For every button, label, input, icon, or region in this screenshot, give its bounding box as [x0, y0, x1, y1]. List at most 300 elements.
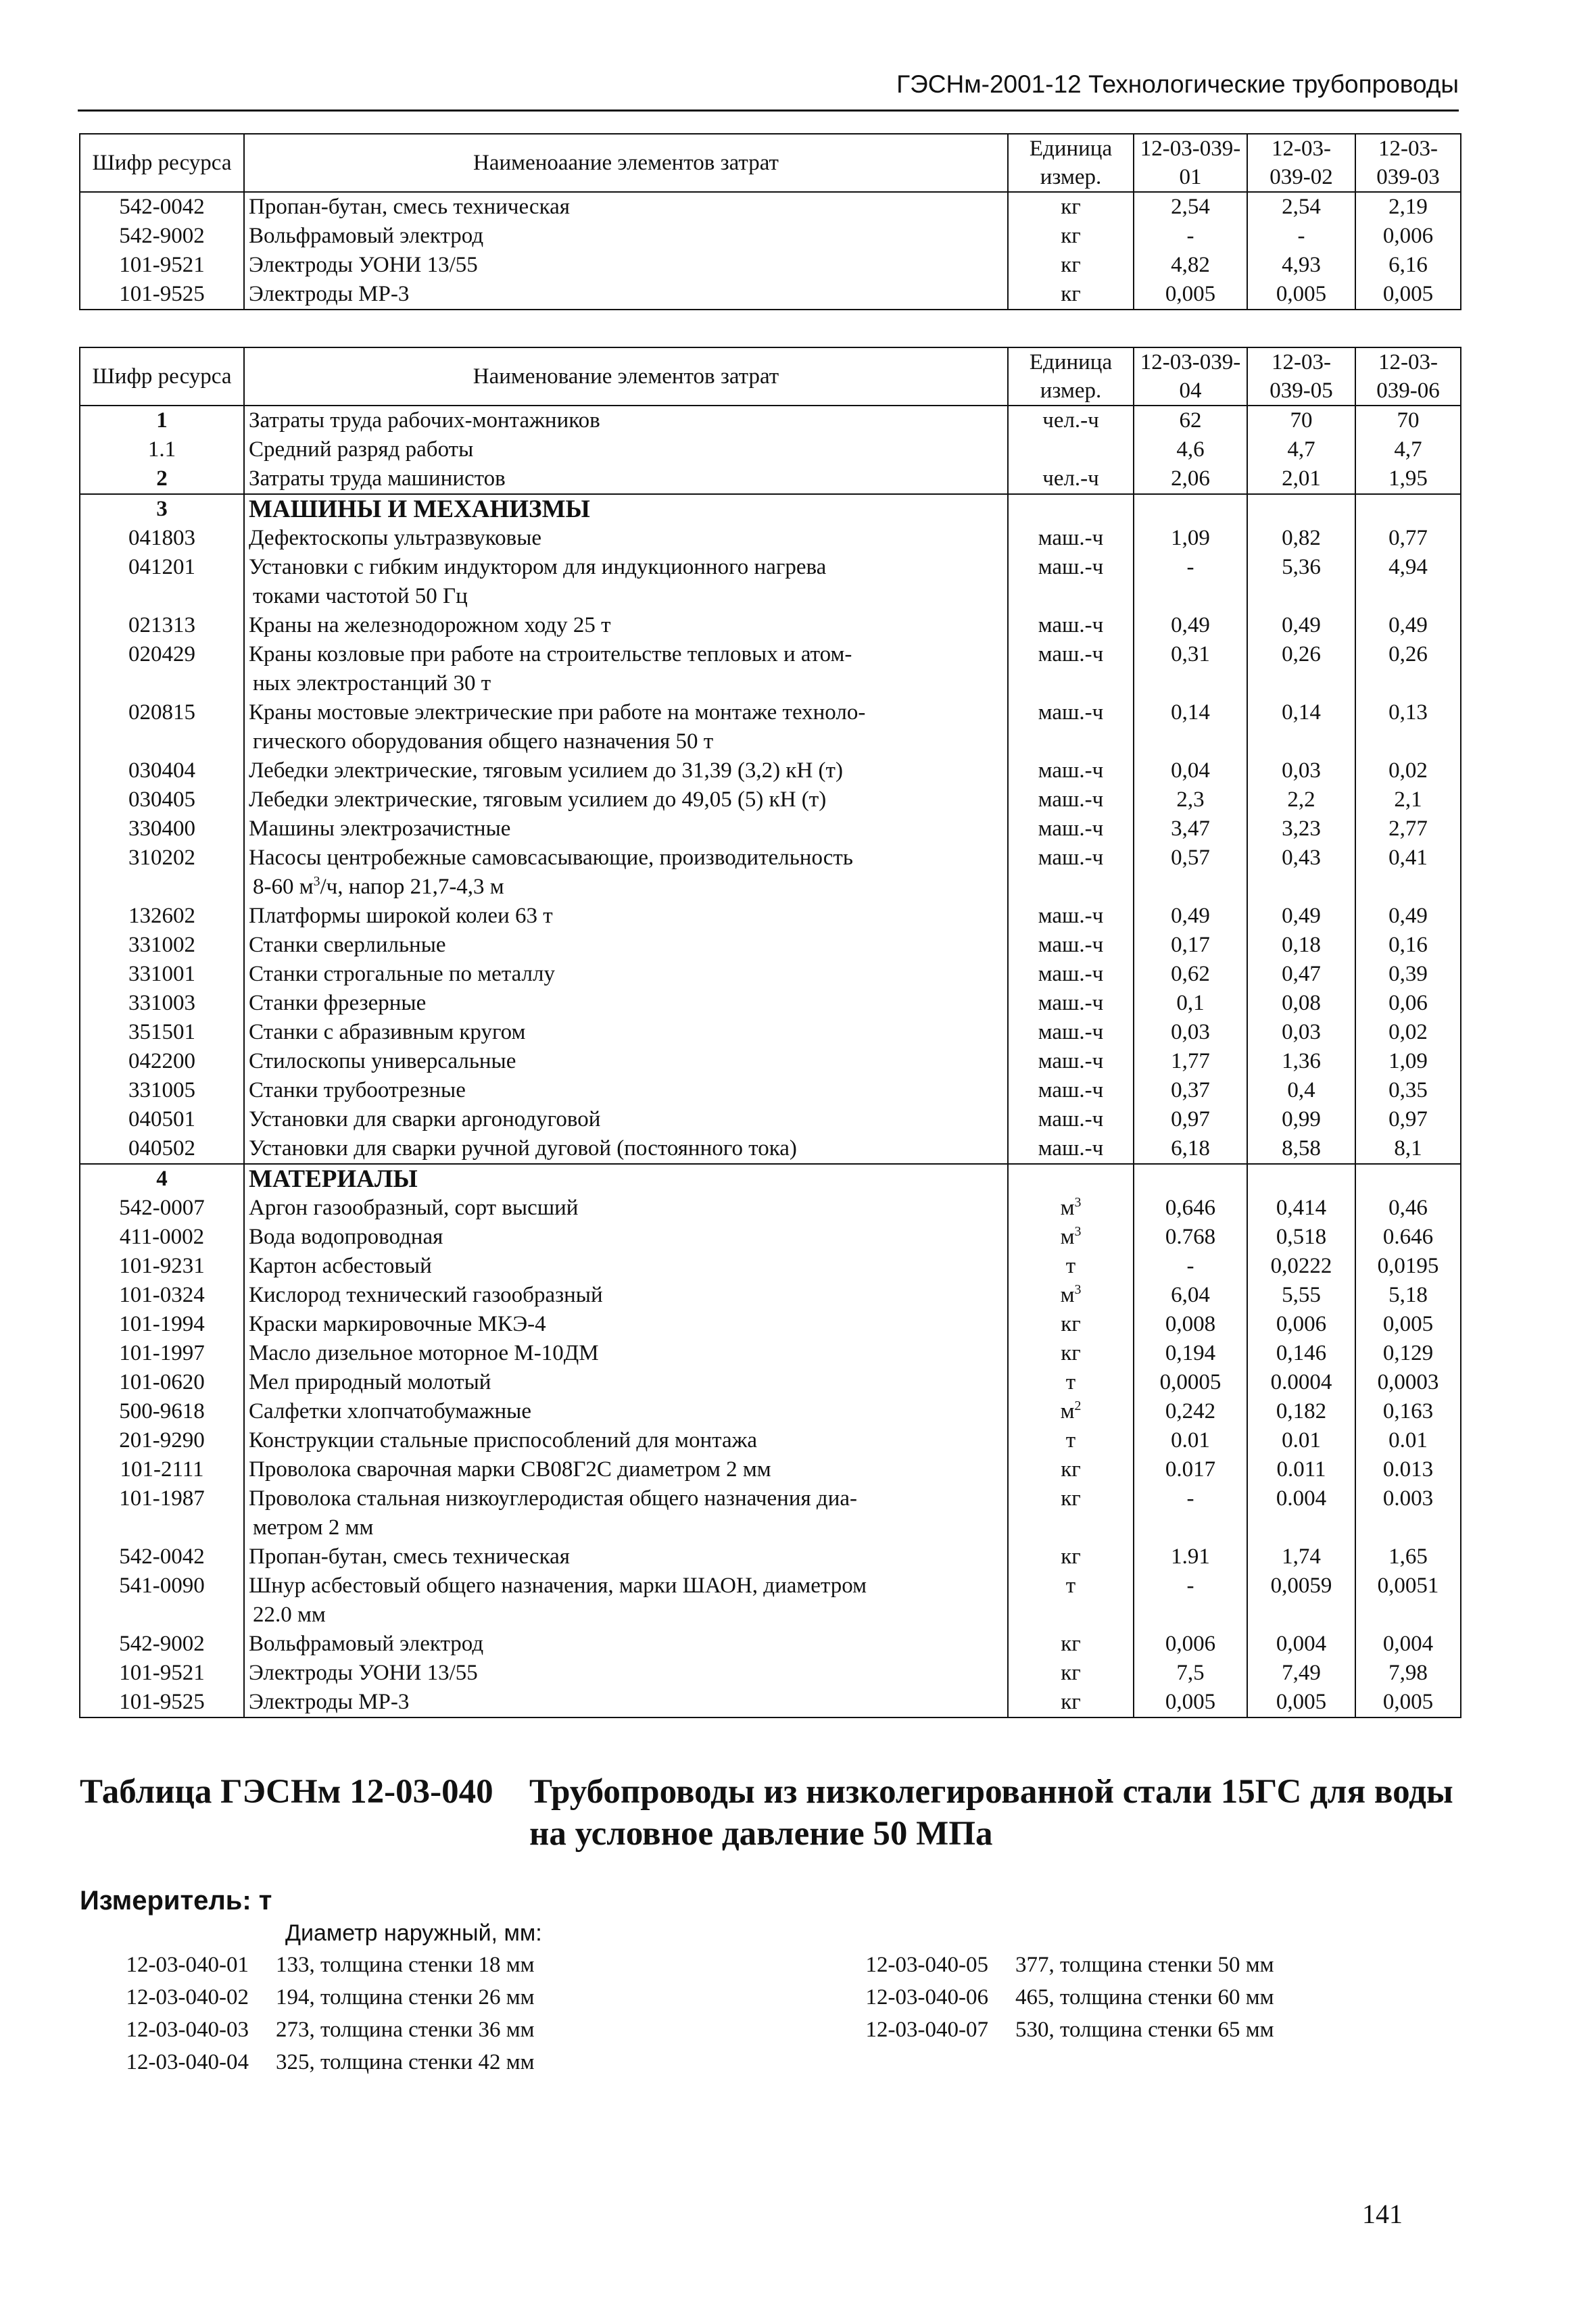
resource-code: 101-0620: [80, 1368, 244, 1397]
table-row: [80, 1076, 1461, 1105]
value-cell: 0,49: [1247, 611, 1355, 640]
variant-desc: 194, толщина стенки 26 мм: [276, 1985, 535, 2009]
empty-cell: [1247, 1164, 1355, 1194]
value-cell: 4,6: [1134, 435, 1247, 464]
value-cell: 0,39: [1355, 960, 1461, 989]
unit-cell: [1008, 553, 1134, 611]
value-cell: 0,77: [1355, 524, 1461, 553]
resource-name-line: Машины электрозачистные: [249, 817, 511, 841]
table-heading: Трубопроводы из низколегированной стали 15ГС для воды на условное давление 50 МПа: [529, 1773, 1453, 1853]
resource-code: 542-0042: [80, 1542, 244, 1571]
table-row: [80, 1426, 1461, 1455]
unit-cell: [1008, 1105, 1134, 1134]
resource-name-line: Установки для сварки ручной дуговой (постоянного тока): [249, 1136, 797, 1161]
unit-text: маш.-ч: [1038, 1078, 1104, 1102]
resource-name: [244, 553, 1008, 611]
value-cell: 1,65: [1355, 1542, 1461, 1571]
section-number: 4: [80, 1164, 244, 1194]
value-cell: 0,03: [1247, 1018, 1355, 1047]
unit-text: маш.-ч: [1038, 817, 1104, 841]
value-cell: 0,26: [1355, 640, 1461, 698]
resource-name: [244, 1223, 1008, 1252]
resource-name-line: Лебедки электрические, тяговым усилием до 49,05 (5) кН (т): [249, 787, 827, 812]
unit-cell: [1008, 1194, 1134, 1223]
page-number: 141: [1362, 2199, 1403, 2229]
col-header-variant: 12-03-039-03: [1355, 134, 1461, 192]
unit-text: т: [1065, 1254, 1076, 1278]
value-cell: 6,04: [1134, 1281, 1247, 1310]
value-cell: 0.01: [1355, 1426, 1461, 1455]
resource-code: 040502: [80, 1134, 244, 1164]
table-row: [80, 1018, 1461, 1047]
resource-code: 040501: [80, 1105, 244, 1134]
unit-text: кг: [1061, 1486, 1081, 1511]
value-cell: 2,54: [1134, 192, 1247, 222]
unit-text: маш.-ч: [1038, 933, 1104, 957]
unit-text: маш.-ч: [1038, 1136, 1104, 1161]
value-cell: 0,0059: [1247, 1571, 1355, 1630]
unit-cell: [1008, 1047, 1134, 1076]
value-cell: 0,006: [1134, 1630, 1247, 1659]
resource-code: 542-0007: [80, 1194, 244, 1223]
resource-name: [244, 960, 1008, 989]
value-cell: 0,414: [1247, 1194, 1355, 1223]
resource-name-continuation: [249, 873, 1003, 902]
resource-name-line: Установки для сварки аргонодуговой: [249, 1107, 601, 1131]
unit-cell: [1008, 960, 1134, 989]
unit-cell: [1008, 611, 1134, 640]
section-row: [80, 494, 1461, 524]
variant-item: [785, 2018, 1274, 2043]
resource-code: 331005: [80, 1076, 244, 1105]
col-header-code: Шифр ресурса: [80, 347, 244, 406]
value-cell: 0,0005: [1134, 1368, 1247, 1397]
table-row: [80, 611, 1461, 640]
resource-code: 542-9002: [80, 1630, 244, 1659]
value-cell: 0,4: [1247, 1076, 1355, 1105]
value-cell: 2,01: [1247, 464, 1355, 494]
resource-name-line: Салфетки хлопчатобумажные: [249, 1399, 531, 1423]
resource-name: [244, 1018, 1008, 1047]
unit-cell: [1008, 1397, 1134, 1426]
resource-code: 542-9002: [80, 222, 244, 251]
value-cell: 70: [1247, 406, 1355, 435]
value-cell: 62: [1134, 406, 1247, 435]
resource-name: [244, 640, 1008, 698]
resource-name: [244, 1134, 1008, 1164]
resource-code: 132602: [80, 902, 244, 931]
unit-text: маш.-ч: [1038, 962, 1104, 986]
value-cell: 2,19: [1355, 192, 1461, 222]
resource-name: [244, 785, 1008, 814]
value-cell: 0,02: [1355, 1018, 1461, 1047]
resource-name: [244, 1630, 1008, 1659]
resource-name-continuation: [249, 727, 1003, 756]
resource-code: 101-9231: [80, 1252, 244, 1281]
table-row: [80, 1397, 1461, 1426]
table-row: [80, 1688, 1461, 1717]
value-cell: 6,18: [1134, 1134, 1247, 1164]
value-cell: 5,55: [1247, 1281, 1355, 1310]
resource-code: 101-9521: [80, 1659, 244, 1688]
unit-text: кг: [1061, 282, 1081, 306]
unit-cell: [1008, 280, 1134, 310]
variant-code: 12-03-040-05: [865, 1953, 988, 1977]
variant-code: 12-03-040-06: [865, 1985, 988, 2009]
value-cell: 0,008: [1134, 1310, 1247, 1339]
continuation-text: гического оборудования общего назначения 50 т: [253, 729, 714, 754]
value-cell: 0,146: [1247, 1339, 1355, 1368]
resource-name-line: Платформы широкой колеи 63 т: [249, 904, 553, 928]
variant-desc: 273, толщина стенки 36 мм: [276, 2018, 535, 2042]
unit-text: маш.-ч: [1038, 700, 1104, 725]
resource-name-line: Проволока сварочная марки СВ08Г2С диаметром 2 мм: [249, 1457, 771, 1482]
value-cell: 0,1: [1134, 989, 1247, 1018]
resource-code: 411-0002: [80, 1223, 244, 1252]
resource-name-line: Установки с гибким индуктором для индукционного нагрева: [249, 555, 827, 579]
value-cell: 3,23: [1247, 814, 1355, 844]
value-cell: 0.011: [1247, 1455, 1355, 1484]
value-cell: 1,36: [1247, 1047, 1355, 1076]
table-row: [80, 1310, 1461, 1339]
unit-superscript: 2: [1074, 1398, 1082, 1413]
col-header-variant: 12-03-039-06: [1355, 347, 1461, 406]
table-row: [80, 192, 1461, 222]
col-header-name: Наименоаание элементов затрат: [244, 134, 1008, 192]
empty-cell: [1134, 1164, 1247, 1194]
resource-name: [244, 1339, 1008, 1368]
value-cell: 0,31: [1134, 640, 1247, 698]
resource-name: [244, 989, 1008, 1018]
variant-item: [46, 1985, 534, 2010]
value-cell: 0,97: [1355, 1105, 1461, 1134]
value-cell: 0.017: [1134, 1455, 1247, 1484]
table-row: [80, 1455, 1461, 1484]
section-title: МАШИНЫ И МЕХАНИЗМЫ: [244, 494, 1008, 524]
variant-desc: 465, толщина стенки 60 мм: [1015, 1985, 1274, 2009]
unit-text: кг: [1061, 1341, 1081, 1365]
variant-code: 12-03-040-01: [126, 1953, 249, 1977]
unit-superscript: 3: [1074, 1282, 1082, 1297]
empty-cell: [1355, 494, 1461, 524]
resource-name: [244, 1252, 1008, 1281]
value-cell: 0,129: [1355, 1339, 1461, 1368]
unit-text: маш.-ч: [1038, 526, 1104, 550]
unit-text: маш.-ч: [1038, 613, 1104, 637]
value-cell: 0,41: [1355, 844, 1461, 902]
value-cell: 1,74: [1247, 1542, 1355, 1571]
unit-text: кг: [1061, 1690, 1081, 1714]
table-row: [80, 1252, 1461, 1281]
continuation-text: токами частотой 50 Гц: [253, 584, 468, 608]
unit-cell: [1008, 1455, 1134, 1484]
value-cell: 0,006: [1247, 1310, 1355, 1339]
resource-code: 310202: [80, 844, 244, 902]
variant-desc: 530, толщина стенки 65 мм: [1015, 2018, 1274, 2042]
value-cell: 0,004: [1247, 1630, 1355, 1659]
resource-code: 101-1997: [80, 1339, 244, 1368]
unit-cell: [1008, 931, 1134, 960]
unit-text: маш.-ч: [1038, 991, 1104, 1015]
variant-item: [785, 1953, 1274, 1978]
continuation-text: метром 2 мм: [253, 1515, 374, 1540]
resource-name-line: Дефектоскопы ультразвуковые: [249, 526, 542, 550]
unit-text: кг: [1061, 1544, 1081, 1569]
value-cell: 0,43: [1247, 844, 1355, 902]
table-row: [80, 280, 1461, 310]
value-cell: 2,77: [1355, 814, 1461, 844]
resource-name: [244, 251, 1008, 280]
value-cell: 0,005: [1355, 1310, 1461, 1339]
value-cell: 0,57: [1134, 844, 1247, 902]
resource-name: [244, 1105, 1008, 1134]
resource-name: [244, 464, 1008, 494]
resource-code: 101-2111: [80, 1455, 244, 1484]
variant-desc: 325, толщина стенки 42 мм: [276, 2050, 535, 2074]
value-cell: 4,93: [1247, 251, 1355, 280]
unit-text: м: [1060, 1283, 1075, 1307]
resource-code: 541-0090: [80, 1571, 244, 1630]
table-row: [80, 553, 1461, 611]
table-row: [80, 1630, 1461, 1659]
table-row: [80, 1281, 1461, 1310]
table-row: [80, 814, 1461, 844]
resource-name: [244, 844, 1008, 902]
resource-name: [244, 1571, 1008, 1630]
value-cell: 0.003: [1355, 1484, 1461, 1542]
resource-name-line: Картон асбестовый: [249, 1254, 432, 1278]
value-cell: 8,1: [1355, 1134, 1461, 1164]
continuation-text: ных электростанций 30 т: [253, 671, 491, 696]
value-cell: -: [1134, 1252, 1247, 1281]
value-cell: 0,35: [1355, 1076, 1461, 1105]
resource-name: [244, 814, 1008, 844]
resource-name-line: Краны козловые при работе на строительстве тепловых и атом-: [249, 642, 852, 666]
resource-code: 542-0042: [80, 192, 244, 222]
value-cell: -: [1134, 222, 1247, 251]
value-cell: 0,005: [1247, 280, 1355, 310]
resource-code: 020815: [80, 698, 244, 756]
resource-name: [244, 1426, 1008, 1455]
value-cell: 0,46: [1355, 1194, 1461, 1223]
unit-cell: [1008, 1018, 1134, 1047]
resource-name-line: Электроды УОНИ 13/55: [249, 253, 478, 277]
variant-code: 12-03-040-02: [126, 1985, 249, 2009]
resource-name-line: Вода водопроводная: [249, 1225, 443, 1249]
variant-code: 12-03-040-04: [126, 2050, 249, 2074]
resource-code: 020429: [80, 640, 244, 698]
resource-name-line: Масло дизельное моторное М-10ДМ: [249, 1341, 599, 1365]
table-row: [80, 435, 1461, 464]
value-cell: 0,97: [1134, 1105, 1247, 1134]
resource-name-line: Краски маркировочные МКЭ-4: [249, 1312, 546, 1336]
value-cell: 0,49: [1134, 902, 1247, 931]
resource-name-continuation: [249, 582, 1003, 611]
resource-name-line: Вольфрамовый электрод: [249, 224, 484, 248]
table-row: [80, 1194, 1461, 1223]
resource-name-line: Пропан-бутан, смесь техническая: [249, 195, 570, 219]
resource-name: [244, 435, 1008, 464]
resource-name-line: Вольфрамовый электрод: [249, 1632, 484, 1656]
unit-superscript: 3: [1074, 1195, 1082, 1210]
unit-text: т: [1065, 1574, 1076, 1598]
resource-name-line: Мел природный молотый: [249, 1370, 491, 1394]
value-cell: 1.91: [1134, 1542, 1247, 1571]
value-cell: 0,194: [1134, 1339, 1247, 1368]
value-cell: 0,006: [1355, 222, 1461, 251]
resource-name-line: Электроды МР-3: [249, 282, 410, 306]
unit-cell: [1008, 1630, 1134, 1659]
resource-name: [244, 1397, 1008, 1426]
resource-name-line: Затраты труда машинистов: [249, 466, 506, 491]
resource-name-line: Пропан-бутан, смесь техническая: [249, 1544, 570, 1569]
unit-cell: [1008, 989, 1134, 1018]
value-cell: 0,0051: [1355, 1571, 1461, 1630]
unit-cell: [1008, 1426, 1134, 1455]
col-header-name: Наименование элементов затрат: [244, 347, 1008, 406]
table-row: [80, 222, 1461, 251]
empty-cell: [1134, 494, 1247, 524]
variant-code: 12-03-040-07: [865, 2018, 988, 2042]
value-cell: 0.004: [1247, 1484, 1355, 1542]
resource-name: [244, 611, 1008, 640]
table-row: [80, 785, 1461, 814]
unit-cell: [1008, 814, 1134, 844]
value-cell: 0,005: [1134, 280, 1247, 310]
value-cell: 0,02: [1355, 756, 1461, 785]
value-cell: 0,49: [1355, 902, 1461, 931]
table-row: [80, 1223, 1461, 1252]
value-cell: 7,98: [1355, 1659, 1461, 1688]
resource-code: 030404: [80, 756, 244, 785]
table-row: [80, 1134, 1461, 1164]
unit-cell: [1008, 406, 1134, 435]
value-cell: 0,49: [1355, 611, 1461, 640]
value-cell: 7,5: [1134, 1659, 1247, 1688]
unit-text: маш.-ч: [1038, 1049, 1104, 1073]
resource-name-line: Станки с абразивным кругом: [249, 1020, 526, 1044]
unit-cell: [1008, 1542, 1134, 1571]
unit-text: чел.-ч: [1042, 408, 1099, 433]
resource-name-continuation: [249, 1601, 1003, 1630]
resource-code: 331002: [80, 931, 244, 960]
resource-name: [244, 524, 1008, 553]
value-cell: 70: [1355, 406, 1461, 435]
continuation-text: /ч, напор 21,7-4,3 м: [320, 875, 504, 899]
resource-name-line: Краны мостовые электрические при работе на монтаже техноло-: [249, 700, 866, 725]
resource-name-line: Станки строгальные по металлу: [249, 962, 555, 986]
table-row: [80, 756, 1461, 785]
unit-text: кг: [1061, 1457, 1081, 1482]
resource-code: 021313: [80, 611, 244, 640]
unit-cell: [1008, 756, 1134, 785]
value-cell: 0,0003: [1355, 1368, 1461, 1397]
variant-item: [46, 2018, 534, 2043]
unit-text: маш.-ч: [1038, 904, 1104, 928]
resource-code: 041803: [80, 524, 244, 553]
resource-name: [244, 1542, 1008, 1571]
value-cell: 0,62: [1134, 960, 1247, 989]
unit-cell: [1008, 1659, 1134, 1688]
value-cell: 0,03: [1247, 756, 1355, 785]
resource-name: [244, 1076, 1008, 1105]
empty-cell: [1247, 494, 1355, 524]
unit-cell: [1008, 1223, 1134, 1252]
resource-name-line: Кислород технический газообразный: [249, 1283, 603, 1307]
resource-name: [244, 1455, 1008, 1484]
value-cell: -: [1134, 553, 1247, 611]
table-row: [80, 902, 1461, 931]
unit-cell: [1008, 524, 1134, 553]
variant-desc: 133, толщина стенки 18 мм: [276, 1953, 535, 1977]
value-cell: 6,16: [1355, 251, 1461, 280]
resource-name: [244, 1281, 1008, 1310]
value-cell: 0,14: [1134, 698, 1247, 756]
col-header-variant: 12-03-039-02: [1247, 134, 1355, 192]
value-cell: 4,94: [1355, 553, 1461, 611]
value-cell: 0,0222: [1247, 1252, 1355, 1281]
unit-text: м: [1060, 1225, 1075, 1249]
unit-cell: [1008, 1134, 1134, 1164]
unit-text: чел.-ч: [1042, 466, 1099, 491]
value-cell: 2,1: [1355, 785, 1461, 814]
col-header-variant: 12-03-039-04: [1134, 347, 1247, 406]
unit-text: маш.-ч: [1038, 758, 1104, 783]
value-cell: 0,005: [1247, 1688, 1355, 1717]
value-cell: -: [1247, 222, 1355, 251]
resource-name: [244, 1659, 1008, 1688]
table-row: [80, 1659, 1461, 1688]
unit-cell: [1008, 1281, 1134, 1310]
table-row: [80, 464, 1461, 494]
value-cell: 0,49: [1247, 902, 1355, 931]
unit-cell: [1008, 1688, 1134, 1717]
resource-name-line: Конструкции стальные приспособлений для монтажа: [249, 1428, 758, 1453]
resource-code: 351501: [80, 1018, 244, 1047]
value-cell: 0,005: [1355, 1688, 1461, 1717]
resource-code: 041201: [80, 553, 244, 611]
unit-text: маш.-ч: [1038, 642, 1104, 666]
resource-code: 500-9618: [80, 1397, 244, 1426]
resource-code: 331001: [80, 960, 244, 989]
value-cell: 0,0195: [1355, 1252, 1461, 1281]
resource-code: 101-9525: [80, 1688, 244, 1717]
value-cell: 5,36: [1247, 553, 1355, 611]
empty-cell: [1008, 1164, 1134, 1194]
empty-cell: [1355, 1164, 1461, 1194]
value-cell: 0,06: [1355, 989, 1461, 1018]
resource-name-line: Затраты труда рабочих-монтажников: [249, 408, 600, 433]
value-cell: 0,08: [1247, 989, 1355, 1018]
variant-item: [785, 1985, 1274, 2010]
value-cell: 3,47: [1134, 814, 1247, 844]
unit-text: м: [1060, 1196, 1075, 1220]
section-row: [80, 1164, 1461, 1194]
resource-name: [244, 1484, 1008, 1542]
resource-code: 101-1987: [80, 1484, 244, 1542]
value-cell: 1,09: [1355, 1047, 1461, 1076]
table-row: [80, 960, 1461, 989]
unit-cell: [1008, 1076, 1134, 1105]
resource-name-line: Краны на железнодорожном ходу 25 т: [249, 613, 611, 637]
unit-text: т: [1065, 1370, 1076, 1394]
value-cell: 0,14: [1247, 698, 1355, 756]
resource-name: [244, 902, 1008, 931]
value-cell: 2,2: [1247, 785, 1355, 814]
value-cell: 2,54: [1247, 192, 1355, 222]
value-cell: 0.646: [1355, 1223, 1461, 1252]
resource-name-line: Станки сверлильные: [249, 933, 446, 957]
